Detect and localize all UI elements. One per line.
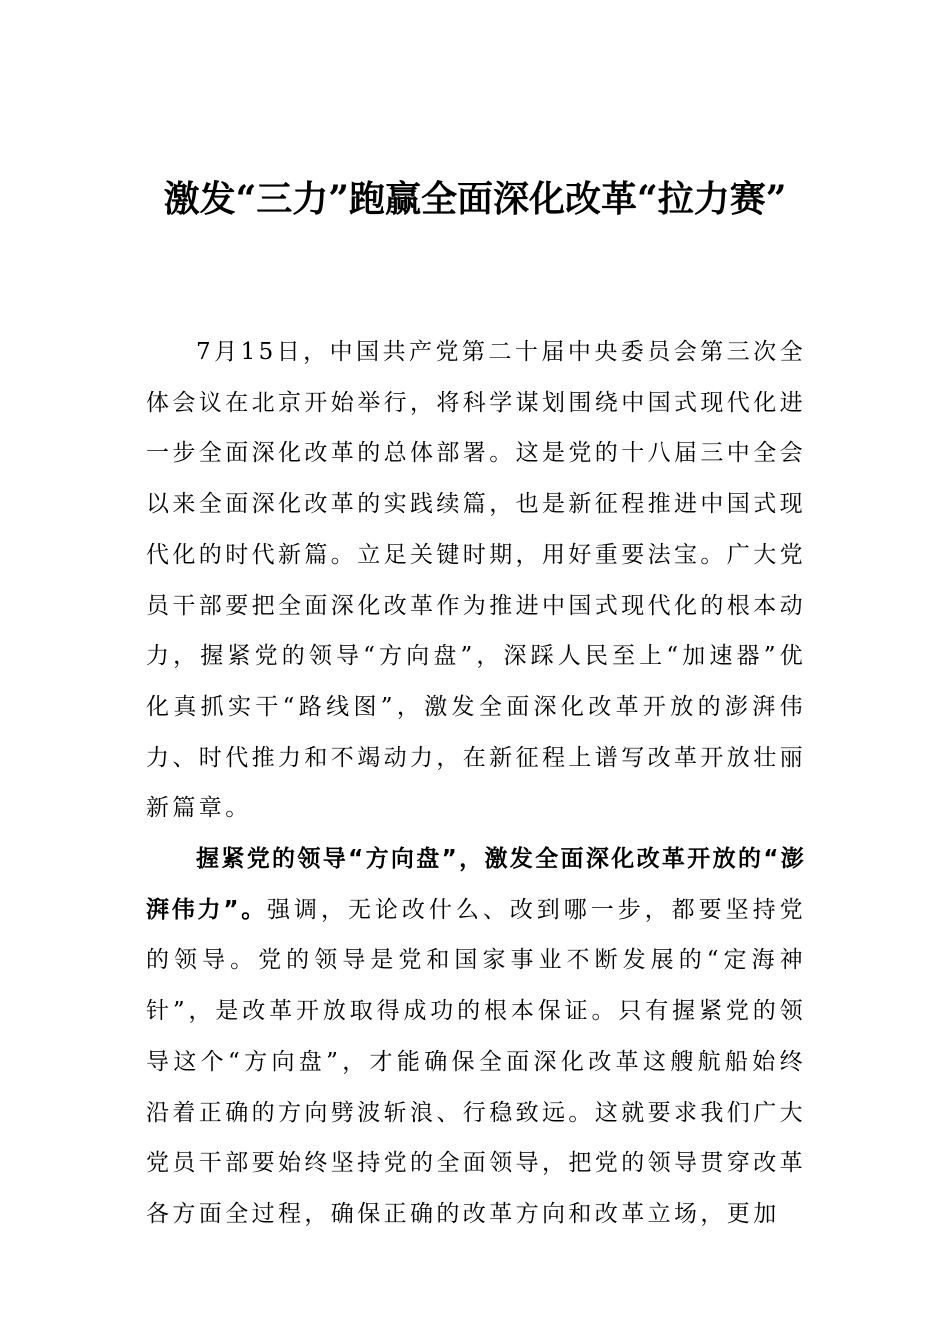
document-body	[146, 327, 806, 1240]
paragraph-intro	[146, 327, 806, 834]
section-one-text: 强调，无论改什么、改到哪一步，都要坚持党的领导。党的领导是党和国家事业不断发展的“定海神针”，是改革开放取得成功的根本保证。只有握紧党的领导这个“方向盘”，才能确保全面深化改革这艘航船始终沿着正确的方向劈波斩浪、行稳致远。这就要求我们广大党员干部要始终坚持党的全面领导，把党的领导贯穿改革各方面全过程，确保正确的改革方向和改革立场，更加	[146, 896, 806, 1227]
section-one-heading: 握紧党的领导“方向盘”，激发全面深化改革开放的“澎湃伟力”。	[146, 846, 806, 923]
paragraph-section-one	[146, 834, 806, 1240]
paragraph-intro-text: 7月15日，中国共产党第二十届中央委员会第三次全体会议在北京开始举行，将科学谋划围绕中国式现代化进一步全面深化改革的总体部署。这是党的十八届三中全会以来全面深化改革的实践续篇，也是新征程推进中国式现代化的时代新篇。立足关键时期，用好重要法宝。广大党员干部要把全面深化改革作为推进中国式现代化的根本动力，握紧党的领导“方向盘”，深踩人民至上“加速器”优化真抓实干“路线图”，激发全面深化改革开放的澎湃伟力、时代推力和不竭动力，在新征程上谱写改革开放壮丽新篇章。	[146, 339, 806, 822]
document-title: 激发“三力”跑赢全面深化改革“拉力赛”	[163, 178, 787, 220]
